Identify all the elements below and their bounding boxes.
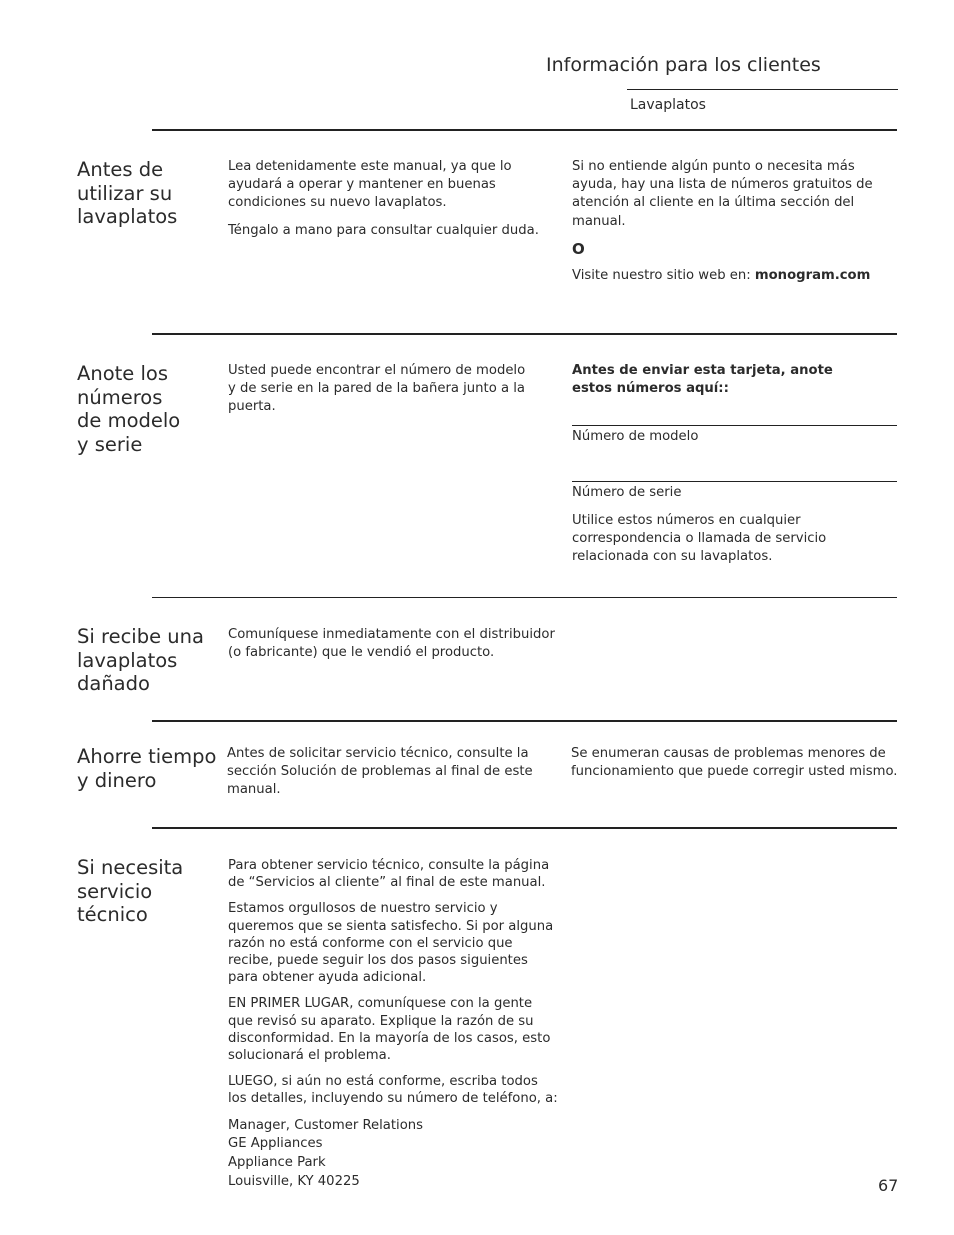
heading-line: Anote los (77, 362, 168, 385)
service-text (228, 857, 558, 1192)
mailing-address (228, 1117, 558, 1192)
heading-line: dañado (77, 672, 150, 695)
heading-line: y dinero (77, 768, 157, 792)
paragraph: Estamos orgullosos de nuestro servicio y queremos que se sienta satisfecho. Si por alguna razón no está conforme con el servicio que recibe, puede seguir los dos pasos siguientes para obtener ayuda adicional. (228, 901, 554, 986)
section-heading-record-numbers (77, 362, 180, 456)
section-divider (152, 720, 897, 722)
paragraph: Téngalo a mano para consultar cualquier duda. (228, 222, 539, 238)
model-number-field-line (572, 425, 897, 426)
website-prefix: Visite nuestro sitio web en: (572, 268, 755, 284)
record-numbers-note: Utilice estos números en cualquier correspondencia o llamada de servicio relacionada con su lavaplatos. (572, 513, 827, 565)
website-line (572, 267, 882, 285)
or-separator: O (572, 239, 585, 258)
record-numbers-instruction: Antes de enviar esta tarjeta, anote estos números aquí:: (572, 363, 833, 397)
section-heading-before-use (77, 158, 177, 229)
paragraph: Para obtener servicio técnico, consulte la página de “Servicios al cliente” al final de este manual. (228, 858, 550, 891)
heading-line: servicio (77, 879, 153, 903)
website-link[interactable]: monogram.com (754, 268, 871, 284)
heading-line: Si necesita (77, 856, 184, 879)
paragraph: Si no entiende algún punto o necesita más ayuda, hay una lista de números gratuitos de atención al cliente en la última sección del manual. (572, 159, 873, 229)
page-number: 67 (878, 1176, 899, 1195)
heading-line: utilizar su (77, 181, 173, 205)
section-heading-save-time (77, 745, 216, 792)
heading-line: lavaplatos (77, 648, 178, 672)
section-heading-damaged (77, 625, 204, 696)
serial-number-field-line (572, 481, 897, 482)
section-divider (152, 129, 897, 131)
save-time-right-text (571, 745, 901, 790)
paragraph: Se enumeran causas de problemas menores de funcionamiento que puede corregir usted mismo. (571, 746, 898, 780)
heading-line: lavaplatos (77, 205, 178, 228)
model-number-label: Número de modelo (572, 429, 699, 444)
before-use-right-text (572, 158, 882, 294)
section-heading-service (77, 856, 183, 927)
heading-line: técnico (77, 903, 148, 926)
address-line: GE Appliances (228, 1136, 323, 1152)
section-divider (152, 333, 897, 335)
section-divider (152, 827, 897, 829)
section-divider (152, 597, 897, 598)
heading-line: de modelo (77, 409, 181, 432)
serial-number-label: Número de serie (572, 485, 682, 500)
paragraph: EN PRIMER LUGAR, comuníquese con la gente que revisó su aparato. Explique la razón de su disconformidad. En la mayoría de los casos, esto solucionará el problema. (228, 996, 551, 1064)
paragraph: LUEGO, si aún no está conforme, escriba todos los detalles, incluyendo su número de teléfono, a: (228, 1074, 558, 1107)
save-time-left-text (227, 745, 542, 809)
address-line: Louisville, KY 40225 (228, 1174, 360, 1190)
paragraph: Usted puede encontrar el número de modelo y de serie en la pared de la bañera junto a la puerta. (228, 363, 526, 415)
record-numbers-left-text (228, 362, 533, 426)
heading-line: números (77, 385, 163, 409)
heading-line: y serie (77, 432, 143, 456)
page-header-subtitle: Lavaplatos (630, 97, 706, 113)
before-use-left-text (228, 158, 558, 249)
address-line: Appliance Park (228, 1155, 326, 1171)
paragraph: Antes de solicitar servicio técnico, consulte la sección Solución de problemas al final de este manual. (227, 746, 533, 798)
damaged-left-text (228, 626, 563, 671)
heading-line: Si recibe una (77, 625, 204, 648)
address-line: Manager, Customer Relations (228, 1117, 423, 1133)
header-divider (627, 89, 898, 90)
page-header-title: Información para los clientes (546, 54, 821, 76)
heading-line: Ahorre tiempo (77, 745, 217, 768)
paragraph: Lea detenidamente este manual, ya que lo ayudará a operar y mantener en buenas condiciones su nuevo lavaplatos. (228, 159, 512, 211)
heading-line: Antes de (77, 158, 164, 181)
paragraph: Comuníquese inmediatamente con el distribuidor (o fabricante) que le vendió el producto. (228, 627, 555, 661)
